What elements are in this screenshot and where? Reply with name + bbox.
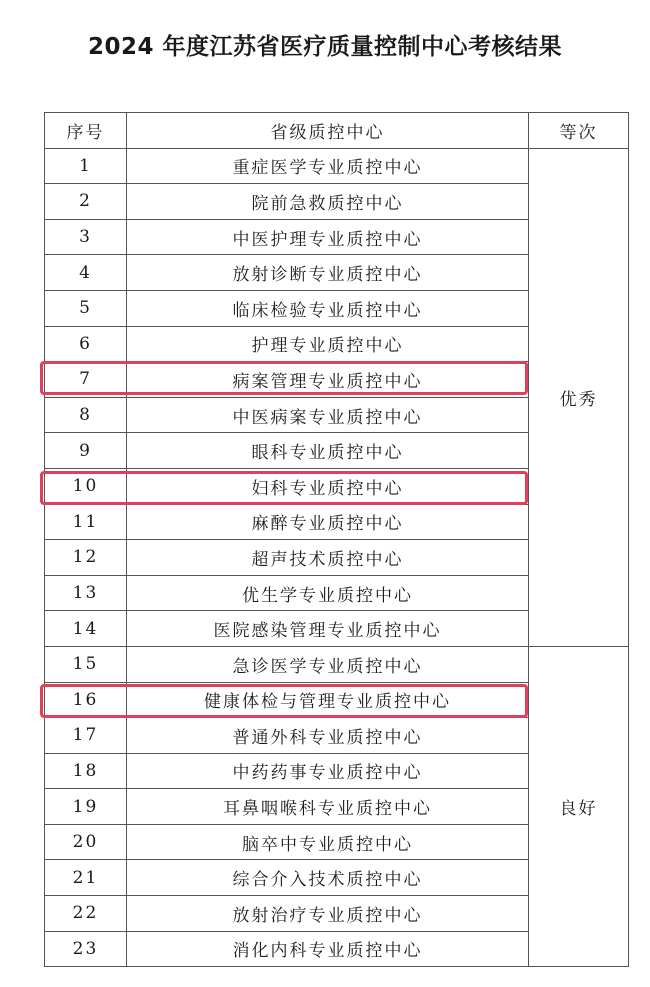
table-row bbox=[45, 148, 629, 184]
row-seq: 14 bbox=[45, 611, 127, 647]
header-center: 省级质控中心 bbox=[127, 113, 529, 149]
page-title: 2024 年度江苏省医疗质量控制中心考核结果 bbox=[87, 34, 563, 60]
table-row bbox=[45, 646, 629, 682]
grade-excellent: 优秀 bbox=[529, 148, 629, 646]
row-seq: 10 bbox=[45, 468, 127, 504]
row-seq: 15 bbox=[45, 646, 127, 682]
row-seq: 6 bbox=[45, 326, 127, 362]
row-seq: 1 bbox=[45, 148, 127, 184]
row-seq: 9 bbox=[45, 433, 127, 469]
row-center: 病案管理专业质控中心 bbox=[127, 362, 529, 398]
row-center: 放射诊断专业质控中心 bbox=[127, 255, 529, 291]
row-center: 优生学专业质控中心 bbox=[127, 575, 529, 611]
row-seq: 20 bbox=[45, 824, 127, 860]
grade-good: 良好 bbox=[529, 646, 629, 966]
row-seq: 8 bbox=[45, 397, 127, 433]
row-seq: 17 bbox=[45, 718, 127, 754]
row-center: 院前急救质控中心 bbox=[127, 184, 529, 220]
row-center: 重症医学专业质控中心 bbox=[127, 148, 529, 184]
row-seq: 21 bbox=[45, 860, 127, 896]
row-seq: 2 bbox=[45, 184, 127, 220]
row-seq: 19 bbox=[45, 789, 127, 825]
row-center: 眼科专业质控中心 bbox=[127, 433, 529, 469]
row-seq: 5 bbox=[45, 290, 127, 326]
row-center: 普通外科专业质控中心 bbox=[127, 718, 529, 754]
row-center: 消化内科专业质控中心 bbox=[127, 931, 529, 967]
header-grade: 等次 bbox=[529, 113, 629, 149]
header-seq: 序号 bbox=[45, 113, 127, 149]
row-center: 健康体检与管理专业质控中心 bbox=[127, 682, 529, 718]
row-center: 护理专业质控中心 bbox=[127, 326, 529, 362]
row-center: 中医护理专业质控中心 bbox=[127, 219, 529, 255]
row-center: 综合介入技术质控中心 bbox=[127, 860, 529, 896]
row-center: 耳鼻咽喉科专业质控中心 bbox=[127, 789, 529, 825]
row-center: 妇科专业质控中心 bbox=[127, 468, 529, 504]
row-center: 麻醉专业质控中心 bbox=[127, 504, 529, 540]
row-center: 临床检验专业质控中心 bbox=[127, 290, 529, 326]
row-center: 中药药事专业质控中心 bbox=[127, 753, 529, 789]
row-seq: 4 bbox=[45, 255, 127, 291]
row-seq: 11 bbox=[45, 504, 127, 540]
row-seq: 22 bbox=[45, 896, 127, 932]
row-seq: 23 bbox=[45, 931, 127, 967]
row-center: 中医病案专业质控中心 bbox=[127, 397, 529, 433]
row-center: 放射治疗专业质控中心 bbox=[127, 896, 529, 932]
row-center: 超声技术质控中心 bbox=[127, 540, 529, 576]
row-seq: 3 bbox=[45, 219, 127, 255]
row-seq: 13 bbox=[45, 575, 127, 611]
row-seq: 16 bbox=[45, 682, 127, 718]
table-header-row bbox=[45, 113, 629, 149]
row-center: 急诊医学专业质控中心 bbox=[127, 646, 529, 682]
row-seq: 18 bbox=[45, 753, 127, 789]
results-table bbox=[44, 112, 629, 967]
row-center: 医院感染管理专业质控中心 bbox=[127, 611, 529, 647]
row-seq: 7 bbox=[45, 362, 127, 398]
row-center: 脑卒中专业质控中心 bbox=[127, 824, 529, 860]
row-seq: 12 bbox=[45, 540, 127, 576]
